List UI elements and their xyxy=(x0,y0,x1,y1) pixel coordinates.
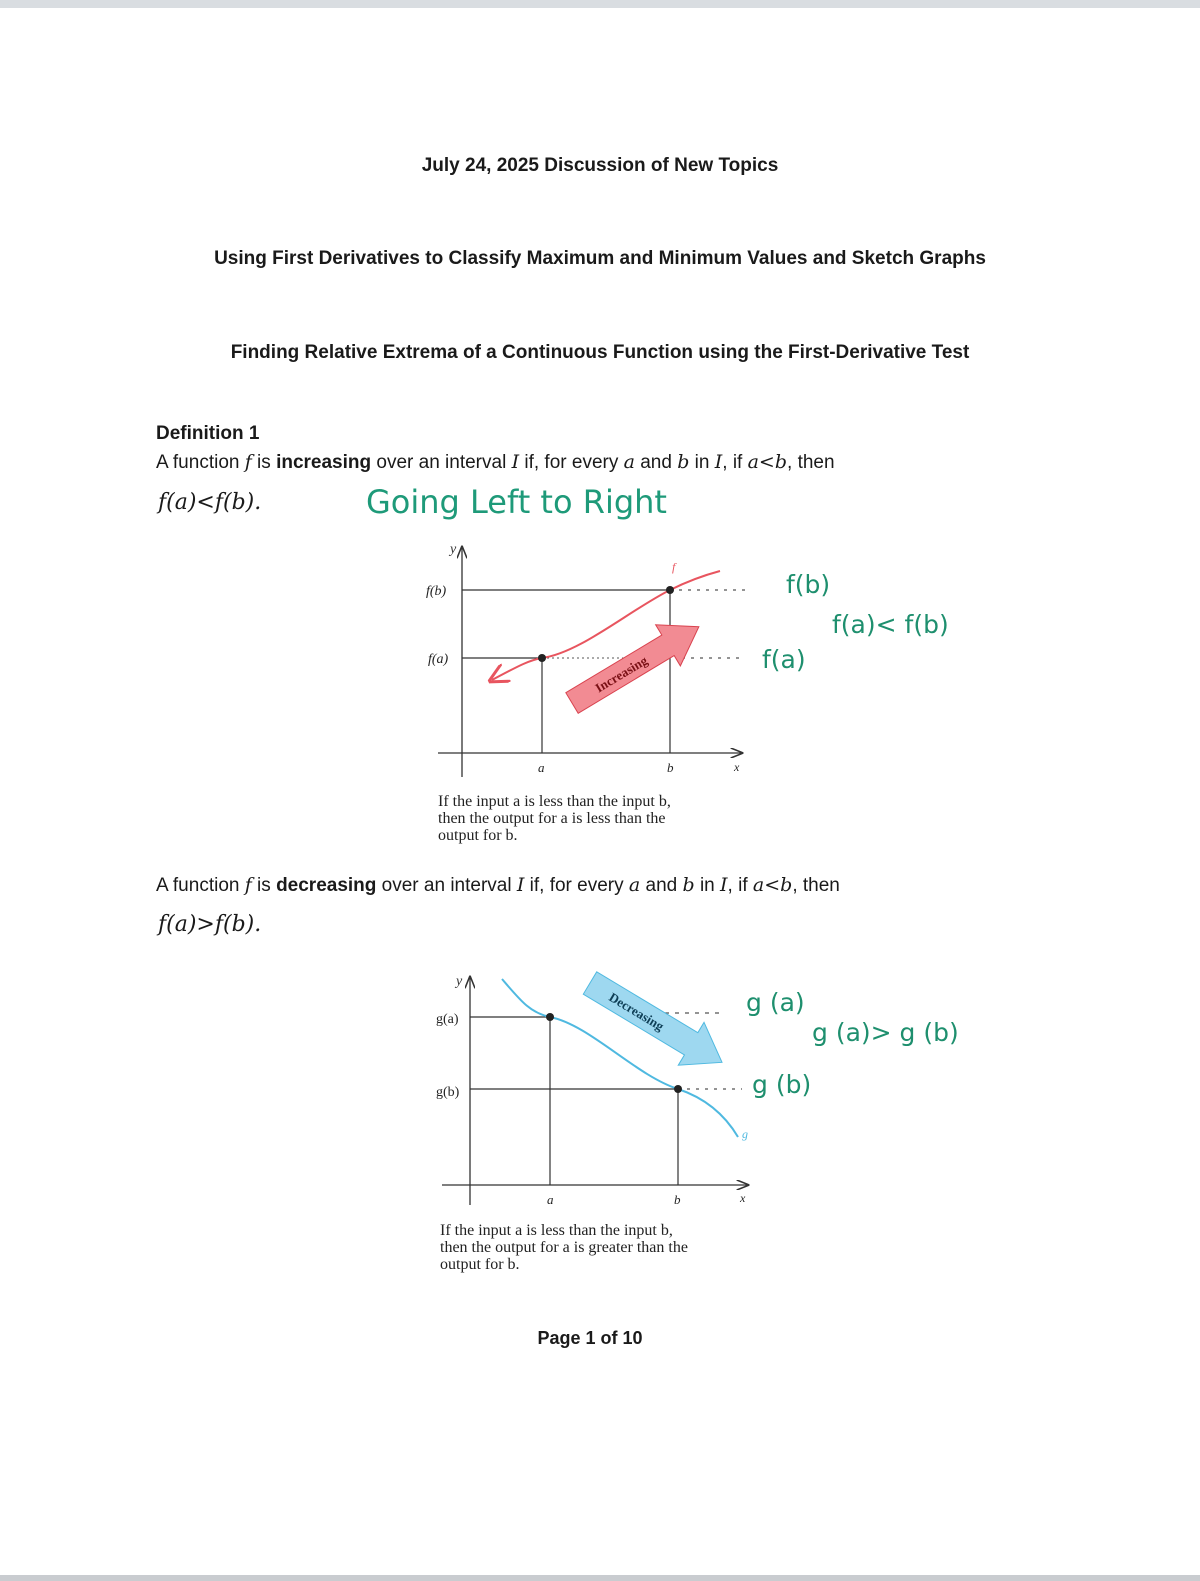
handwritten-f-b: f(b) xyxy=(786,570,831,599)
arrow-label-decreasing: Decreasing xyxy=(606,989,667,1034)
scan-top-edge xyxy=(0,0,1200,8)
handwritten-g-b: g (b) xyxy=(752,1070,812,1099)
scan-bottom-edge xyxy=(0,1575,1200,1581)
increasing-graph xyxy=(420,535,760,785)
point-b xyxy=(674,1085,682,1093)
decreasing-result: f(a)>f(b). xyxy=(158,912,262,937)
tick-f-b: f(b) xyxy=(426,584,447,599)
tick-x: x xyxy=(734,760,740,774)
tick-g-a: g(a) xyxy=(436,1012,459,1027)
tick-a: a xyxy=(538,760,545,775)
handwritten-fa-lt-fb: f(a)< f(b) xyxy=(832,610,949,639)
increasing-caption: If the input a is less than the input b, then the output for a is less than the output for b. xyxy=(438,793,671,844)
handwritten-g-a: g (a) xyxy=(746,988,805,1017)
increasing-arrow xyxy=(560,606,712,723)
curve-label-f: f xyxy=(672,560,676,574)
point-a xyxy=(546,1013,554,1021)
handwritten-ga-gt-gb: g (a)> g (b) xyxy=(812,1018,959,1047)
definition-heading: Definition 1 xyxy=(156,423,260,444)
increasing-definition: A function f is increasing over an interval I if, for every a and b in I, if a<b, then xyxy=(156,451,835,473)
curve-label-g: g xyxy=(742,1127,748,1141)
point-a xyxy=(538,654,546,662)
increasing-result: f(a)<f(b). xyxy=(158,490,262,515)
tick-x: x xyxy=(740,1191,746,1205)
tick-g-b: g(b) xyxy=(436,1085,460,1100)
tick-a: a xyxy=(547,1192,554,1207)
subsection-title: Finding Relative Extrema of a Continuous Function using the First-Derivative Test xyxy=(230,342,970,363)
arrow-label-increasing: Increasing xyxy=(592,652,651,696)
keyword-increasing: increasing xyxy=(276,452,372,473)
decreasing-graph xyxy=(420,965,765,1215)
y-axis-label: y xyxy=(456,974,463,989)
y-axis-label: y xyxy=(450,542,457,557)
decreasing-caption: If the input a is less than the input b, then the output for a is greater than the output for b. xyxy=(440,1222,688,1273)
handwritten-f-a: f(a) xyxy=(762,645,806,674)
tick-b: b xyxy=(674,1192,681,1207)
increasing-curve xyxy=(492,571,720,680)
handwritten-left-to-right: Going Left to Right xyxy=(366,483,667,521)
keyword-decreasing: decreasing xyxy=(276,875,377,896)
tick-f-a: f(a) xyxy=(428,652,449,667)
date-title: July 24, 2025 Discussion of New Topics xyxy=(421,155,779,176)
point-b xyxy=(666,586,674,594)
section-title: Using First Derivatives to Classify Maximum and Minimum Values and Sketch Graphs xyxy=(214,248,986,269)
page-number: Page 1 of 10 xyxy=(537,1328,643,1348)
decreasing-arrow xyxy=(577,965,735,1084)
decreasing-definition: A function f is decreasing over an interval I if, for every a and b in I, if a<b, then xyxy=(156,874,840,896)
tick-b: b xyxy=(667,760,674,775)
